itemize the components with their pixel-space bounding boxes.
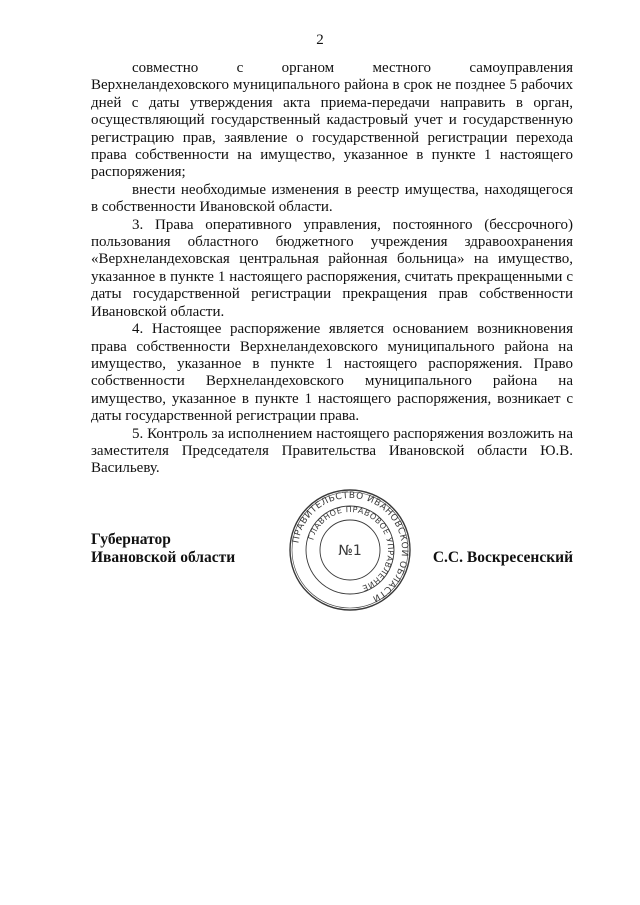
signatory-title-line1: Губернатор — [91, 531, 171, 548]
paragraph-registry — [91, 182, 573, 217]
paragraph-text: внести необходимые изменения в реестр имущества, находящегося в собственности Ивановской области. — [91, 181, 573, 216]
paragraph-text: 5. Контроль за исполнением настоящего распоряжения возложить на заместителя Председателя Правительства Ивановской области Ю.В. Васильеву. — [91, 425, 573, 477]
paragraph-text: 4. Настоящее распоряжение является основанием возникновения права собственности Верхнеландеховского муниципального района на имущество, указанное в пункте 1 настоящего распоряжения. Право собственности Верхнеландеховского муниципального района на имущество, указанное в пункте 1 настоящего распоряжения, возникает с даты государственной регистрации права. — [91, 321, 573, 425]
official-seal — [287, 487, 413, 613]
paragraph-item-3 — [91, 217, 573, 321]
paragraph-continuation — [91, 60, 573, 182]
seal-outer-text: ПРАВИТЕЛЬСТВО ИВАНОВСКОЙ ОБЛАСТИ — [291, 490, 410, 604]
paragraph-item-4 — [91, 321, 573, 425]
seal-inner-text: ГЛАВНОЕ ПРАВОВОЕ УПРАВЛЕНИЕ — [306, 504, 396, 593]
document-body — [91, 60, 573, 478]
paragraph-item-5 — [91, 426, 573, 478]
signatory-name: С.С. Воскресенский — [432, 549, 573, 566]
signatory-title — [91, 531, 235, 567]
page-number: 2 — [316, 32, 324, 48]
paragraph-text: 3. Права оперативного управления, постоянного (бессрочного) пользования областного бюджетного учреждения здравоохранения «Верхнеландеховская центральная районная больница» на имущество, указанное в пункте 1 настоящего распоряжения, считать прекращенными с даты государственной регистрации прекращения прав собственности Ивановской области. — [91, 216, 573, 320]
signatory-title-line2: Ивановской области — [91, 549, 236, 566]
seal-center-number: №1 — [338, 543, 362, 559]
paragraph-text: совместно с органом местного самоуправления Верхнеландеховского муниципального района в срок не позднее 5 рабочих дней с даты утверждения акта приема-передачи направить в орган, осуществляющий государственный кадастровый учет и государственную регистрацию прав, заявление о государственной регистрации перехода права собственности на имущество, указанное в пункте 1 настоящего распоряжения; — [91, 60, 573, 181]
